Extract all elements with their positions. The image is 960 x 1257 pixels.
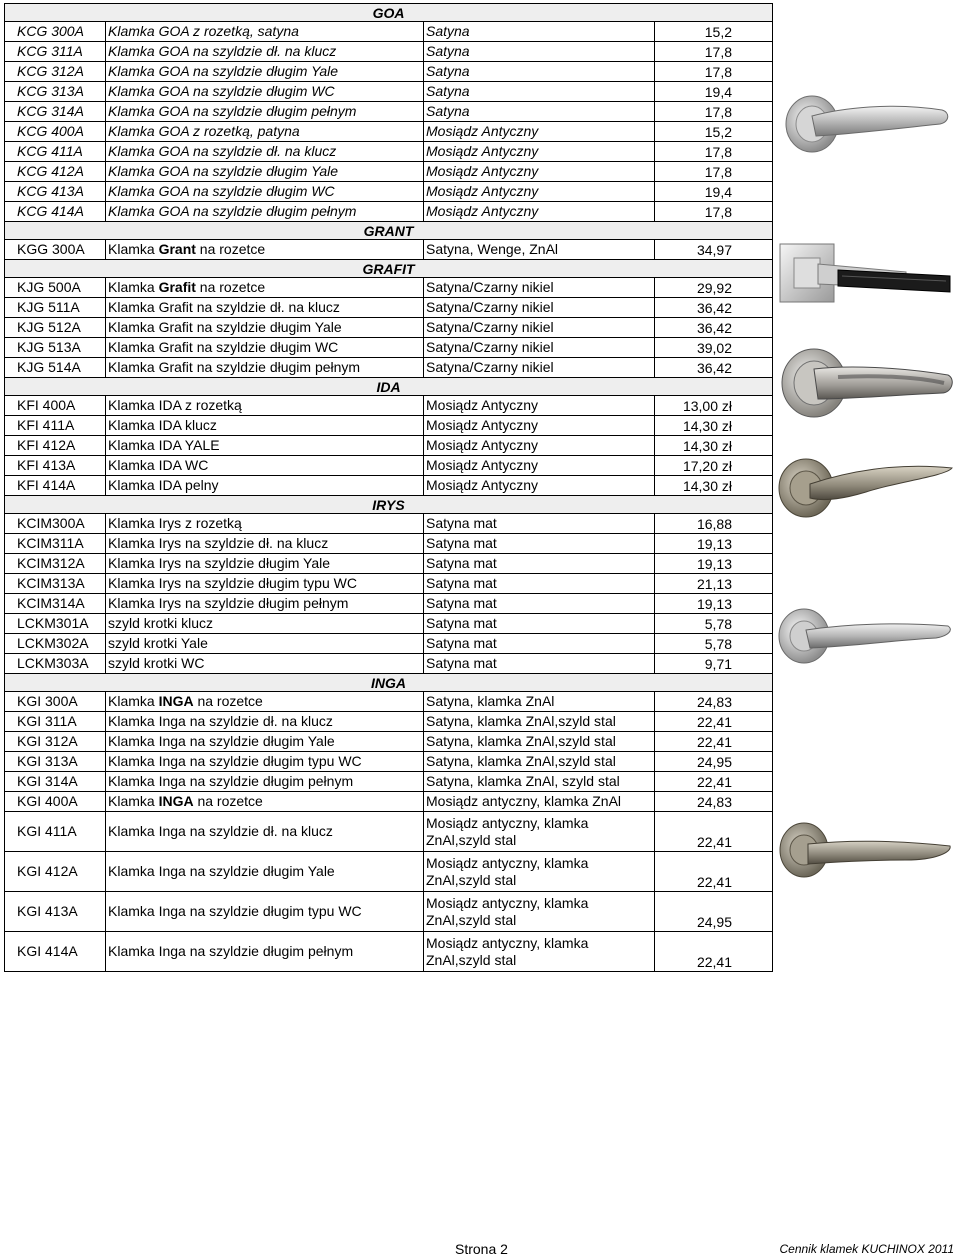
product-code: KGG 300A bbox=[5, 240, 106, 260]
product-name: Klamka Inga na szyldzie długim Yale bbox=[106, 732, 424, 752]
product-name: Klamka Inga na szyldzie długim typu WC bbox=[106, 752, 424, 772]
product-code: KCIM313A bbox=[5, 574, 106, 594]
product-code: KCG 312A bbox=[5, 62, 106, 82]
product-code: KCG 412A bbox=[5, 162, 106, 182]
product-code: KFI 412A bbox=[5, 436, 106, 456]
product-code: KJG 500A bbox=[5, 278, 106, 298]
product-price: 19,13 bbox=[655, 534, 773, 554]
product-name: Klamka GOA na szyldzie dł. na klucz bbox=[106, 142, 424, 162]
table-row bbox=[5, 654, 773, 674]
product-name: Klamka GOA na szyldzie długim Yale bbox=[106, 62, 424, 82]
product-code: KJG 514A bbox=[5, 358, 106, 378]
product-code: KFI 411A bbox=[5, 416, 106, 436]
product-price: 5,78 bbox=[655, 614, 773, 634]
table-row bbox=[5, 732, 773, 752]
section-title: GRAFIT bbox=[5, 260, 773, 278]
table-row bbox=[5, 614, 773, 634]
product-price: 22,41 bbox=[655, 932, 773, 972]
table-row bbox=[5, 22, 773, 42]
table-row bbox=[5, 82, 773, 102]
product-price: 17,8 bbox=[655, 102, 773, 122]
product-code: KGI 312A bbox=[5, 732, 106, 752]
product-price: 36,42 bbox=[655, 298, 773, 318]
product-price: 13,00 zł bbox=[655, 396, 773, 416]
product-name: szyld krotki Yale bbox=[106, 634, 424, 654]
product-price: 19,4 bbox=[655, 82, 773, 102]
table-row bbox=[5, 892, 773, 932]
product-code: KJG 511A bbox=[5, 298, 106, 318]
product-finish: Satyna mat bbox=[424, 614, 655, 634]
table-row bbox=[5, 62, 773, 82]
product-name: Klamka IDA YALE bbox=[106, 436, 424, 456]
product-code: KCG 311A bbox=[5, 42, 106, 62]
product-code: KJG 512A bbox=[5, 318, 106, 338]
product-finish: Satyna mat bbox=[424, 654, 655, 674]
product-code: KFI 413A bbox=[5, 456, 106, 476]
product-name: Klamka GOA z rozetką, satyna bbox=[106, 22, 424, 42]
product-name: Klamka Irys na szyldzie dł. na klucz bbox=[106, 534, 424, 554]
table-row bbox=[5, 476, 773, 496]
product-code: KCG 314A bbox=[5, 102, 106, 122]
product-price: 5,78 bbox=[655, 634, 773, 654]
product-name-prefix: Klamka bbox=[108, 793, 159, 809]
table-row bbox=[5, 122, 773, 142]
table-row bbox=[5, 298, 773, 318]
product-finish: Mosiądz antyczny, klamka ZnAl,szyld stal bbox=[424, 892, 655, 932]
product-finish: Satyna/Czarny nikiel bbox=[424, 338, 655, 358]
product-code: KFI 414A bbox=[5, 476, 106, 496]
inga-handle-image bbox=[776, 820, 956, 882]
product-price: 19,4 bbox=[655, 182, 773, 202]
section-header bbox=[5, 674, 773, 692]
product-name: szyld krotki WC bbox=[106, 654, 424, 674]
product-code: KCIM314A bbox=[5, 594, 106, 614]
product-finish: Satyna bbox=[424, 62, 655, 82]
grafit-handle-image bbox=[778, 345, 956, 421]
product-images-column bbox=[774, 0, 960, 1255]
table-row bbox=[5, 932, 773, 972]
table-row bbox=[5, 102, 773, 122]
product-name-prefix: Klamka bbox=[108, 279, 159, 295]
product-name: Klamka GOA z rozetką, patyna bbox=[106, 122, 424, 142]
product-name bbox=[106, 278, 424, 298]
product-name-prefix: Klamka bbox=[108, 693, 159, 709]
product-code: KJG 513A bbox=[5, 338, 106, 358]
product-code: LCKM301A bbox=[5, 614, 106, 634]
product-finish: Satyna, klamka ZnAl, szyld stal bbox=[424, 772, 655, 792]
section-title: INGA bbox=[5, 674, 773, 692]
table-row bbox=[5, 42, 773, 62]
page-number: Strona 2 bbox=[455, 1241, 508, 1257]
product-price: 15,2 bbox=[655, 122, 773, 142]
product-name: Klamka GOA na szyldzie dł. na klucz bbox=[106, 42, 424, 62]
product-finish: Satyna mat bbox=[424, 534, 655, 554]
product-price: 34,97 bbox=[655, 240, 773, 260]
product-price: 17,8 bbox=[655, 62, 773, 82]
product-name: Klamka Irys na szyldzie długim Yale bbox=[106, 554, 424, 574]
grant-handle-image bbox=[778, 236, 956, 312]
product-name: Klamka Inga na szyldzie dł. na klucz bbox=[106, 812, 424, 852]
product-name: Klamka Inga na szyldzie długim pełnym bbox=[106, 932, 424, 972]
product-name bbox=[106, 692, 424, 712]
price-table bbox=[4, 3, 773, 972]
product-code: LCKM302A bbox=[5, 634, 106, 654]
product-finish: Satyna bbox=[424, 82, 655, 102]
table-row bbox=[5, 712, 773, 732]
product-finish: Mosiądz Antyczny bbox=[424, 396, 655, 416]
product-finish: Satyna mat bbox=[424, 594, 655, 614]
product-name: Klamka Irys na szyldzie długim typu WC bbox=[106, 574, 424, 594]
product-price: 36,42 bbox=[655, 318, 773, 338]
table-row bbox=[5, 456, 773, 476]
product-code: KCG 400A bbox=[5, 122, 106, 142]
product-price: 17,8 bbox=[655, 162, 773, 182]
product-price: 17,8 bbox=[655, 42, 773, 62]
product-name: Klamka IDA klucz bbox=[106, 416, 424, 436]
table-row bbox=[5, 534, 773, 554]
product-name-suffix: na rozetce bbox=[195, 241, 266, 257]
product-price: 24,83 bbox=[655, 792, 773, 812]
product-name: Klamka Grafit na szyldzie długim Yale bbox=[106, 318, 424, 338]
table-row bbox=[5, 416, 773, 436]
product-code: KGI 311A bbox=[5, 712, 106, 732]
product-name: Klamka GOA na szyldzie długim WC bbox=[106, 182, 424, 202]
product-name-prefix: Klamka bbox=[108, 241, 159, 257]
product-finish: Mosiądz antyczny, klamka ZnAl bbox=[424, 792, 655, 812]
product-price: 16,88 bbox=[655, 514, 773, 534]
table-row bbox=[5, 318, 773, 338]
product-price: 19,13 bbox=[655, 554, 773, 574]
product-name-suffix: na rozetce bbox=[195, 279, 266, 295]
product-finish: Satyna/Czarny nikiel bbox=[424, 298, 655, 318]
product-name: Klamka GOA na szyldzie długim Yale bbox=[106, 162, 424, 182]
product-name: Klamka IDA WC bbox=[106, 456, 424, 476]
product-price: 24,83 bbox=[655, 692, 773, 712]
product-code: KCG 413A bbox=[5, 182, 106, 202]
product-price: 14,30 zł bbox=[655, 436, 773, 456]
product-code: KFI 400A bbox=[5, 396, 106, 416]
product-finish: Satyna bbox=[424, 22, 655, 42]
product-name bbox=[106, 240, 424, 260]
product-name: Klamka Inga na szyldzie długim pełnym bbox=[106, 772, 424, 792]
table-row bbox=[5, 812, 773, 852]
product-code: KCG 414A bbox=[5, 202, 106, 222]
section-title: IRYS bbox=[5, 496, 773, 514]
product-finish: Satyna, klamka ZnAl,szyld stal bbox=[424, 712, 655, 732]
product-finish: Mosiądz Antyczny bbox=[424, 476, 655, 496]
product-price: 9,71 bbox=[655, 654, 773, 674]
product-price: 22,41 bbox=[655, 772, 773, 792]
product-price: 17,20 zł bbox=[655, 456, 773, 476]
product-code: KGI 314A bbox=[5, 772, 106, 792]
table-row bbox=[5, 772, 773, 792]
product-finish: Mosiądz Antyczny bbox=[424, 182, 655, 202]
product-name: Klamka Grafit na szyldzie długim pełnym bbox=[106, 358, 424, 378]
product-name: Klamka GOA na szyldzie długim WC bbox=[106, 82, 424, 102]
section-title: GRANT bbox=[5, 222, 773, 240]
product-finish: Mosiądz Antyczny bbox=[424, 456, 655, 476]
product-finish: Satyna, Wenge, ZnAl bbox=[424, 240, 655, 260]
product-name: Klamka Grafit na szyldzie dł. na klucz bbox=[106, 298, 424, 318]
product-name-model: Grant bbox=[158, 241, 196, 257]
product-finish: Satyna mat bbox=[424, 554, 655, 574]
goa-handle-image bbox=[782, 90, 954, 162]
table-row bbox=[5, 554, 773, 574]
product-code: KGI 414A bbox=[5, 932, 106, 972]
table-row bbox=[5, 852, 773, 892]
product-price: 22,41 bbox=[655, 812, 773, 852]
product-name: Klamka IDA z rozetką bbox=[106, 396, 424, 416]
section-title: IDA bbox=[5, 378, 773, 396]
product-finish: Mosiądz Antyczny bbox=[424, 436, 655, 456]
product-code: KGI 313A bbox=[5, 752, 106, 772]
product-finish: Mosiądz Antyczny bbox=[424, 142, 655, 162]
product-price: 14,30 zł bbox=[655, 476, 773, 496]
product-name: Klamka Irys z rozetką bbox=[106, 514, 424, 534]
product-price: 17,8 bbox=[655, 142, 773, 162]
product-name: szyld krotki klucz bbox=[106, 614, 424, 634]
product-finish: Satyna mat bbox=[424, 574, 655, 594]
product-price: 29,92 bbox=[655, 278, 773, 298]
table-row bbox=[5, 162, 773, 182]
product-name: Klamka GOA na szyldzie długim pełnym bbox=[106, 202, 424, 222]
table-row bbox=[5, 182, 773, 202]
product-price: 39,02 bbox=[655, 338, 773, 358]
product-finish: Mosiądz antyczny, klamka ZnAl,szyld stal bbox=[424, 812, 655, 852]
section-header bbox=[5, 4, 773, 22]
table-row bbox=[5, 358, 773, 378]
table-row bbox=[5, 278, 773, 298]
product-price: 19,13 bbox=[655, 594, 773, 614]
product-name-model: INGA bbox=[158, 693, 194, 709]
product-name bbox=[106, 792, 424, 812]
product-price: 22,41 bbox=[655, 712, 773, 732]
product-name: Klamka IDA pelny bbox=[106, 476, 424, 496]
product-name-suffix: na rozetce bbox=[193, 793, 263, 809]
product-finish: Satyna/Czarny nikiel bbox=[424, 318, 655, 338]
product-finish: Satyna/Czarny nikiel bbox=[424, 358, 655, 378]
section-header bbox=[5, 496, 773, 514]
table-row bbox=[5, 514, 773, 534]
product-name-model: INGA bbox=[158, 793, 194, 809]
table-row bbox=[5, 338, 773, 358]
product-code: KGI 413A bbox=[5, 892, 106, 932]
product-finish: Satyna, klamka ZnAl bbox=[424, 692, 655, 712]
product-code: KGI 300A bbox=[5, 692, 106, 712]
table-row bbox=[5, 202, 773, 222]
product-name: Klamka Inga na szyldzie dł. na klucz bbox=[106, 712, 424, 732]
product-code: KGI 412A bbox=[5, 852, 106, 892]
product-price: 21,13 bbox=[655, 574, 773, 594]
product-finish: Mosiądz Antyczny bbox=[424, 416, 655, 436]
product-price: 17,8 bbox=[655, 202, 773, 222]
product-code: LCKM303A bbox=[5, 654, 106, 674]
product-code: KCG 300A bbox=[5, 22, 106, 42]
product-finish: Mosiądz antyczny, klamka ZnAl,szyld stal bbox=[424, 932, 655, 972]
product-price: 36,42 bbox=[655, 358, 773, 378]
product-name-model: Grafit bbox=[158, 279, 196, 295]
product-finish: Satyna, klamka ZnAl,szyld stal bbox=[424, 732, 655, 752]
product-code: KCIM311A bbox=[5, 534, 106, 554]
table-row bbox=[5, 752, 773, 772]
product-code: KCIM312A bbox=[5, 554, 106, 574]
table-row bbox=[5, 436, 773, 456]
product-price: 15,2 bbox=[655, 22, 773, 42]
product-name: Klamka Grafit na szyldzie długim WC bbox=[106, 338, 424, 358]
product-finish: Mosiądz Antyczny bbox=[424, 202, 655, 222]
product-code: KGI 400A bbox=[5, 792, 106, 812]
product-name: Klamka Inga na szyldzie długim Yale bbox=[106, 852, 424, 892]
section-header bbox=[5, 222, 773, 240]
ida-handle-image bbox=[776, 452, 956, 522]
catalog-footer: Cennik klamek KUCHINOX 2011 bbox=[779, 1242, 954, 1256]
product-price: 24,95 bbox=[655, 752, 773, 772]
product-finish: Satyna mat bbox=[424, 514, 655, 534]
product-code: KCIM300A bbox=[5, 514, 106, 534]
product-finish: Satyna, klamka ZnAl,szyld stal bbox=[424, 752, 655, 772]
product-finish: Satyna/Czarny nikiel bbox=[424, 278, 655, 298]
product-finish: Satyna bbox=[424, 42, 655, 62]
table-row bbox=[5, 792, 773, 812]
product-finish: Mosiądz Antyczny bbox=[424, 162, 655, 182]
product-code: KGI 411A bbox=[5, 812, 106, 852]
product-name-suffix: na rozetce bbox=[193, 693, 263, 709]
section-header bbox=[5, 260, 773, 278]
product-code: KCG 313A bbox=[5, 82, 106, 102]
product-price: 22,41 bbox=[655, 732, 773, 752]
table-row bbox=[5, 634, 773, 654]
table-row bbox=[5, 594, 773, 614]
irys-handle-image bbox=[776, 604, 956, 670]
price-list-table bbox=[4, 3, 772, 972]
product-finish: Mosiądz Antyczny bbox=[424, 122, 655, 142]
table-row bbox=[5, 574, 773, 594]
product-finish: Mosiądz antyczny, klamka ZnAl,szyld stal bbox=[424, 852, 655, 892]
product-price: 24,95 bbox=[655, 892, 773, 932]
product-name: Klamka Irys na szyldzie długim pełnym bbox=[106, 594, 424, 614]
product-code: KCG 411A bbox=[5, 142, 106, 162]
table-row bbox=[5, 396, 773, 416]
section-title: GOA bbox=[5, 4, 773, 22]
product-name: Klamka Inga na szyldzie długim typu WC bbox=[106, 892, 424, 932]
table-row bbox=[5, 692, 773, 712]
table-row bbox=[5, 142, 773, 162]
table-row bbox=[5, 240, 773, 260]
section-header bbox=[5, 378, 773, 396]
product-finish: Satyna bbox=[424, 102, 655, 122]
product-finish: Satyna mat bbox=[424, 634, 655, 654]
product-price: 14,30 zł bbox=[655, 416, 773, 436]
product-price: 22,41 bbox=[655, 852, 773, 892]
product-name: Klamka GOA na szyldzie długim pełnym bbox=[106, 102, 424, 122]
